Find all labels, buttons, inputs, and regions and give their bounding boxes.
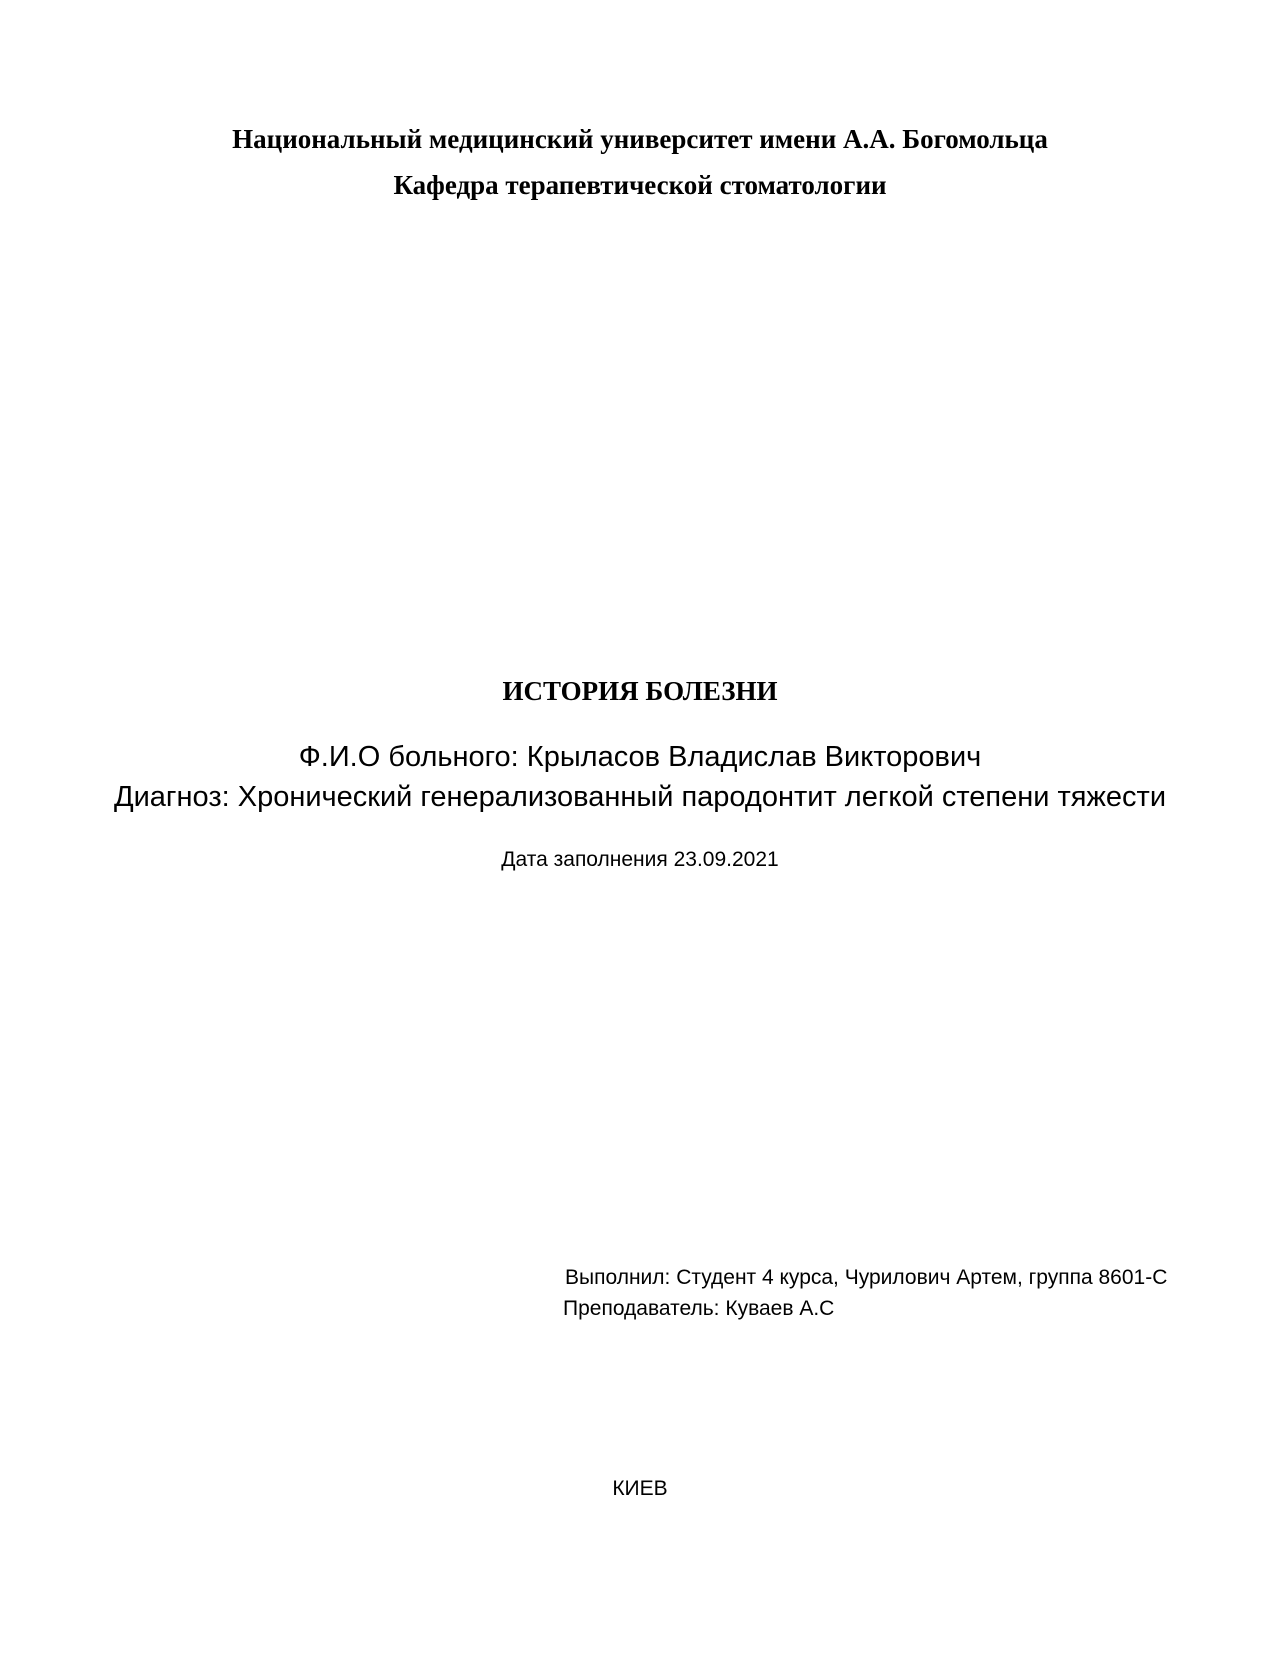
patient-name: Ф.И.О больного: Крыласов Владислав Викторович bbox=[298, 741, 982, 773]
department-name: Кафедра терапевтической стоматологии bbox=[393, 170, 887, 200]
diagnosis: Диагноз: Хронический генерализованный пародонтит легкой степени тяжести bbox=[113, 781, 1167, 813]
fill-date: Дата заполнения 23.09.2021 bbox=[501, 848, 779, 871]
performer-info: Выполнил: Студент 4 курса, Чурилович Артем, группа 8601-С bbox=[565, 1266, 1168, 1289]
university-name: Национальный медицинский университет имени А.А. Богомольца bbox=[232, 124, 1048, 154]
teacher-info: Преподаватель: Куваев А.С bbox=[563, 1297, 835, 1320]
document-title: ИСТОРИЯ БОЛЕЗНИ bbox=[502, 676, 778, 706]
city: КИЕВ bbox=[612, 1477, 668, 1500]
